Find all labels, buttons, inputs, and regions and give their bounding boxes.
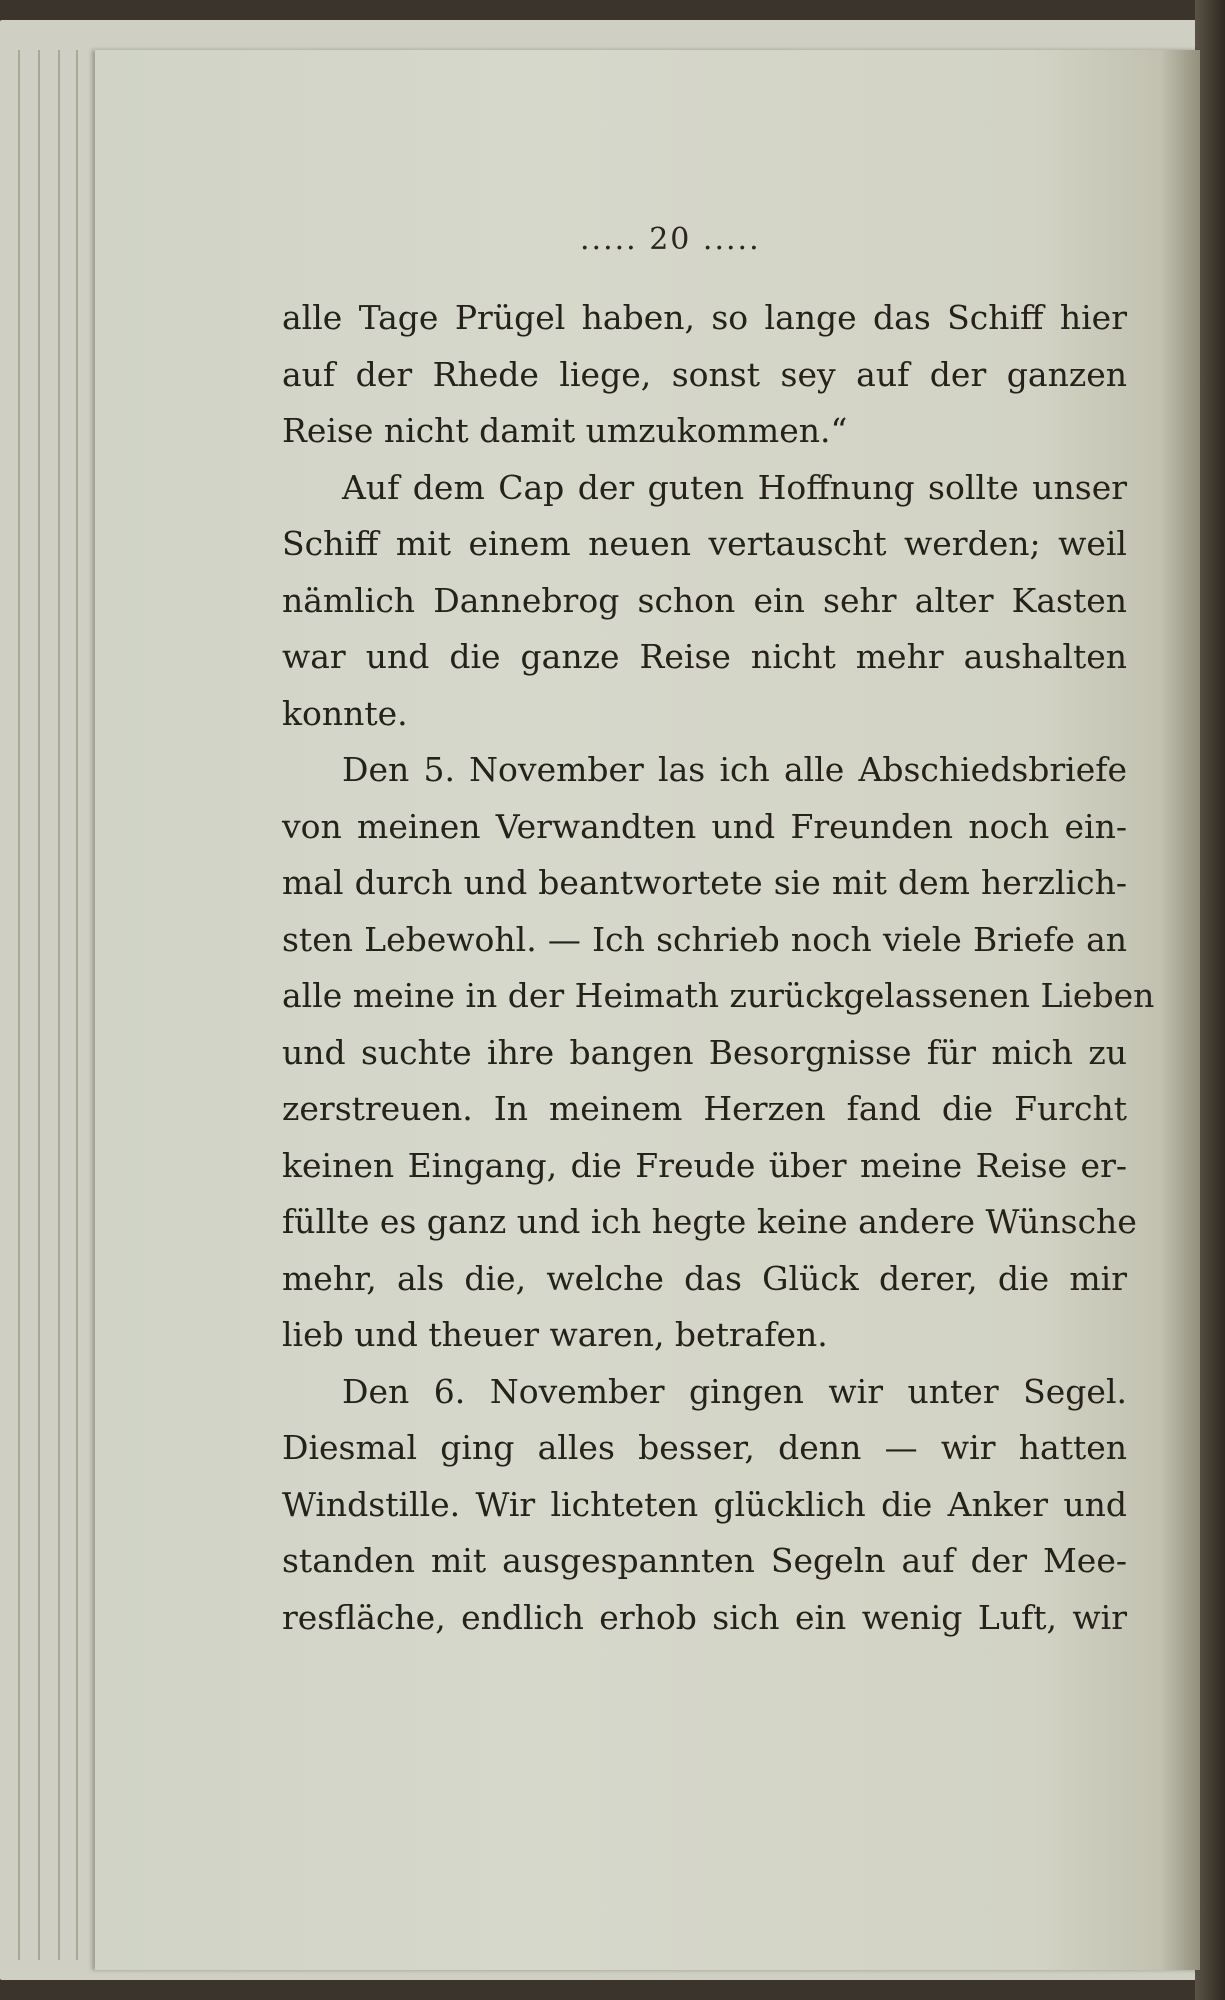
text-line: Windstille. Wir lichteten glücklich die Anker und <box>282 1484 1127 1524</box>
text-line: keinen Eingang, die Freude über meine Reise er- <box>282 1145 1127 1185</box>
text-line: war und die ganze Reise nicht mehr aushalten <box>282 637 1127 676</box>
page-edge-line <box>18 50 20 1960</box>
body-text <box>282 290 1155 1646</box>
page-edge-line <box>38 50 40 1960</box>
page-number: ..... 20 ..... <box>580 222 761 257</box>
text-line: mehr, als die, welche das Glück derer, die mir <box>282 1258 1127 1298</box>
text-line: Reise nicht damit umzukommen.“ <box>282 411 848 450</box>
text-line: Den 5. November las ich alle Abschiedsbriefe <box>342 750 1127 789</box>
page-edge-line <box>58 50 60 1960</box>
text-line: konnte. <box>282 693 408 733</box>
text-line: Den 6. November gingen wir unter Segel. <box>342 1371 1127 1411</box>
text-line: resfläche, endlich erhob sich ein wenig Luft, wir <box>282 1597 1127 1637</box>
text-line: nämlich Dannebrog schon ein sehr alter Kasten <box>282 580 1127 620</box>
text-line: alle meine in der Heimath zurückgelassenen Lieben <box>282 976 1155 1015</box>
text-line: alle Tage Prügel haben, so lange das Schiff hier <box>282 298 1127 337</box>
page-edge-line <box>76 50 78 1960</box>
text-line: lieb und theuer waren, betrafen. <box>282 1315 828 1354</box>
text-line: füllte es ganz und ich hegte keine andere Wünsche <box>282 1202 1137 1241</box>
text-line: auf der Rhede liege, sonst sey auf der ganzen <box>282 354 1127 394</box>
text-line: sten Lebewohl. — Ich schrieb noch viele Briefe an <box>282 919 1127 959</box>
text-line: von meinen Verwandten und Freunden noch ein- <box>282 806 1127 846</box>
text-line: Diesmal ging alles besser, denn — wir hatten <box>282 1428 1127 1467</box>
gutter-shadow <box>1160 50 1200 1970</box>
text-line: standen mit ausgespannten Segeln auf der Mee- <box>282 1541 1127 1580</box>
text-line: Schiff mit einem neuen vertauscht werden; weil <box>282 524 1127 563</box>
text-line: zerstreuen. In meinem Herzen fand die Furcht <box>282 1089 1127 1128</box>
text-line: und suchte ihre bangen Besorgnisse für mich zu <box>282 1032 1127 1072</box>
text-line: Auf dem Cap der guten Hoffnung sollte unser <box>342 467 1127 507</box>
text-line: mal durch und beantwortete sie mit dem herzlich- <box>282 863 1127 902</box>
